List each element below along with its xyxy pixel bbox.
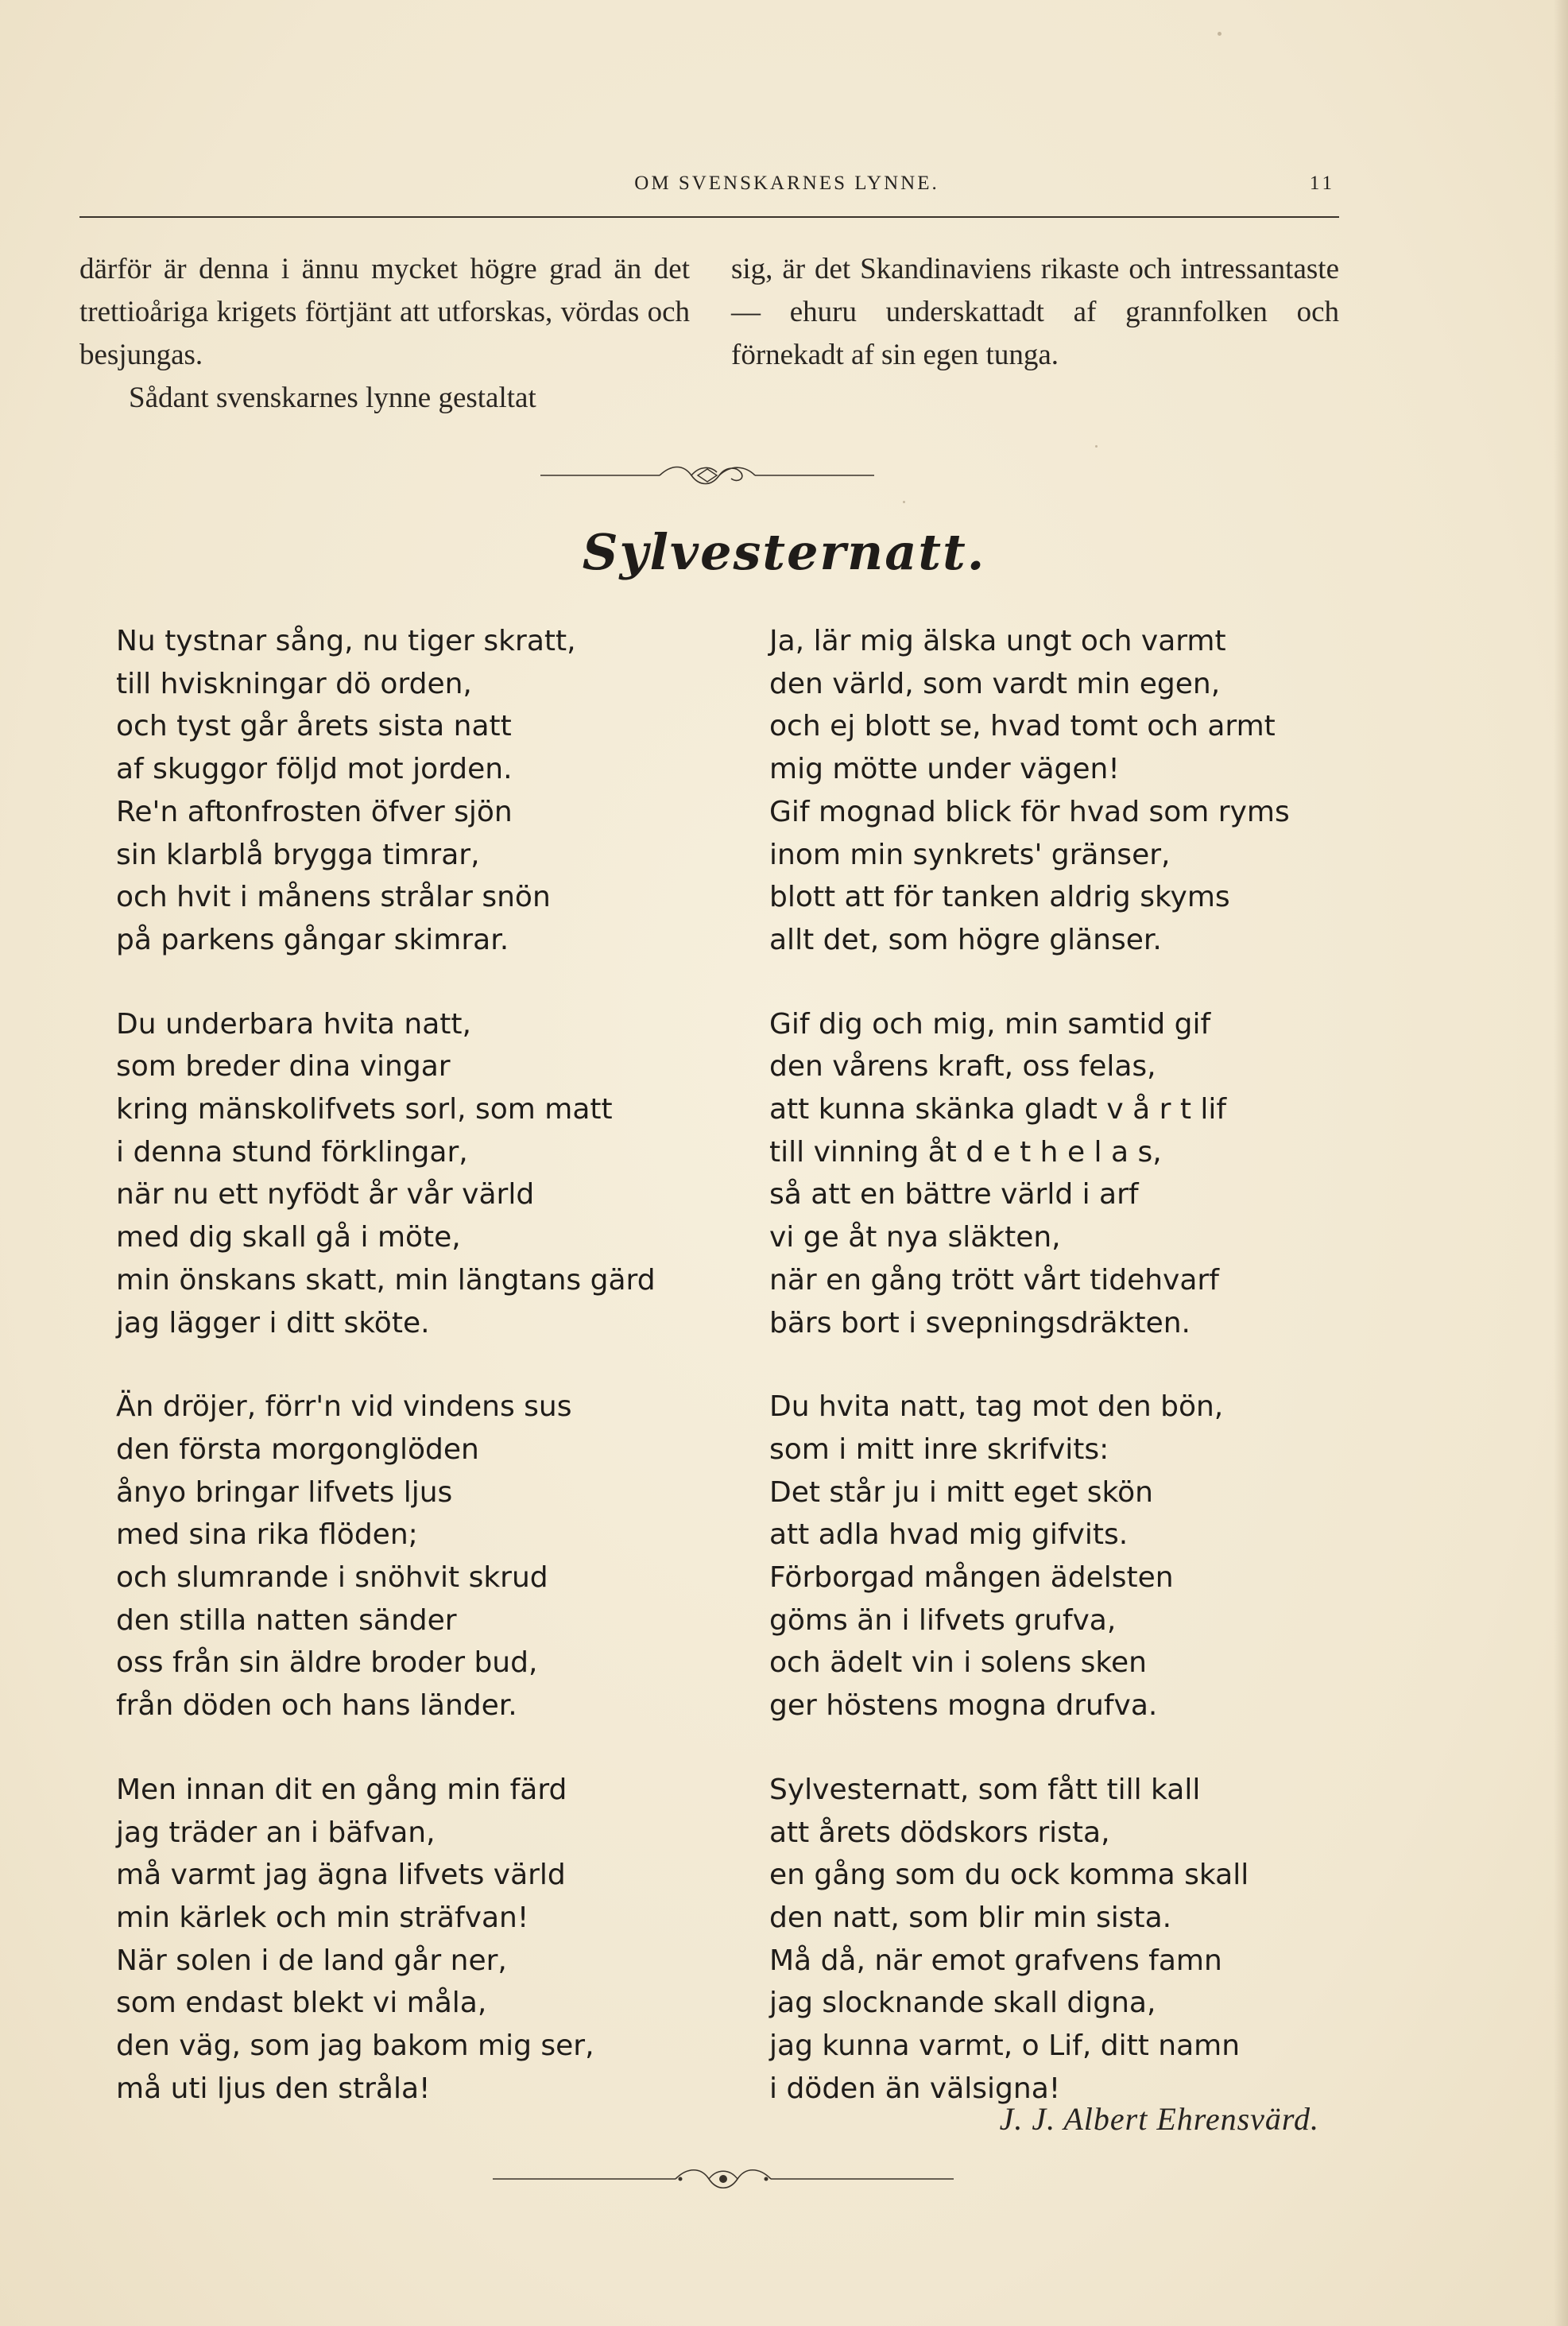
poem-line: Du hvita natt, tag mot den bön, xyxy=(769,1390,1224,1424)
poem-line: när en gång trött vårt tidehvarf xyxy=(769,1263,1219,1297)
poem-line: oss från sin äldre broder bud, xyxy=(116,1646,538,1680)
paper-speck xyxy=(1095,445,1098,448)
poem-line: den vårens kraft, oss felas, xyxy=(769,1050,1156,1084)
poem-line: Gif mognad blick för hvad som ryms xyxy=(769,795,1290,828)
poem-line: som i mitt inre skrifvits: xyxy=(769,1432,1109,1466)
prose-paragraph: därför är denna i ännu mycket högre grad än det trettioåriga krigets förtjänt att utforskas, vördas och besjungas. xyxy=(79,253,690,371)
poem-line: min önskans skatt, min längtans gärd xyxy=(116,1263,656,1297)
poem-line: den första morgonglöden xyxy=(116,1432,479,1466)
poem-line: en gång som du ock komma skall xyxy=(769,1859,1249,1892)
poem-line: den stilla natten sänder xyxy=(116,1603,457,1637)
poem-column-right xyxy=(769,620,1357,2152)
poem-line: i döden än välsigna! xyxy=(769,2072,1061,2105)
poem-line: att kunna skänka gladt v å r t lif xyxy=(769,1093,1227,1126)
stanza xyxy=(116,1386,704,1727)
poem-line: med dig skall gå i möte, xyxy=(116,1221,461,1254)
stanza xyxy=(116,1769,704,2111)
poem-line: jag träder an i bäfvan, xyxy=(116,1816,436,1849)
poem-line: inom min synkrets' gränser, xyxy=(769,838,1171,871)
poem-line: från döden och hans länder. xyxy=(116,1689,517,1723)
ornament-divider xyxy=(540,461,874,490)
poem-line: i denna stund förklingar, xyxy=(116,1135,468,1169)
poem-line: Det står ju i mitt eget skön xyxy=(769,1475,1153,1509)
poem-line: ger höstens mogna drufva. xyxy=(769,1689,1158,1723)
poem-line: bärs bort i svepningsdräkten. xyxy=(769,1306,1191,1339)
paper-speck xyxy=(903,501,905,503)
page-edge-shadow xyxy=(1554,0,1568,2326)
poem-line: min kärlek och min sträfvan! xyxy=(116,1901,529,1934)
poem-line: Re'n aftonfrosten öfver sjön xyxy=(116,795,513,828)
poem-line: göms än i lifvets grufva, xyxy=(769,1603,1117,1637)
poem-line: jag slocknande skall digna, xyxy=(769,1987,1156,2020)
poem-line: till hviskningar dö orden, xyxy=(116,667,472,700)
poem-line: kring mänskolifvets sorl, som matt xyxy=(116,1093,613,1126)
prose-column-right xyxy=(731,248,1339,377)
poem-line: När solen i de land går ner, xyxy=(116,1944,507,1977)
poem-column-left xyxy=(116,620,704,2152)
poem-line: Må då, när emot grafvens famn xyxy=(769,1944,1222,1977)
poem-line: Du underbara hvita natt, xyxy=(116,1007,471,1041)
running-title: OM SVENSKARNES LYNNE. xyxy=(634,173,939,194)
end-ornament xyxy=(493,2161,954,2197)
header-rule xyxy=(79,216,1339,218)
poem-line: jag lägger i ditt sköte. xyxy=(116,1306,430,1339)
stanza xyxy=(769,620,1357,962)
poem-line: på parkens gångar skimrar. xyxy=(116,923,509,956)
poem-line: och tyst går årets sista natt xyxy=(116,710,512,743)
prose-paragraph: sig, är det Skandinaviens rikaste och intressantaste — ehuru underskattadt af grannfolken och förnekadt af sin egen tunga. xyxy=(731,253,1339,371)
poem-line: Än dröjer, förr'n vid vindens sus xyxy=(116,1390,572,1424)
poem-line: den värld, som vardt min egen, xyxy=(769,667,1221,700)
poem-line: som endast blekt vi måla, xyxy=(116,1987,487,2020)
poem-line: och ej blott se, hvad tomt och armt xyxy=(769,710,1276,743)
poem-line: så att en bättre värld i arf xyxy=(769,1178,1139,1211)
poem-line: ånyo bringar lifvets ljus xyxy=(116,1475,453,1509)
stanza xyxy=(116,620,704,962)
poem-line: jag kunna varmt, o Lif, ditt namn xyxy=(769,2029,1241,2063)
poem-line: till vinning åt d e t h e l a s, xyxy=(769,1135,1162,1169)
poem-line: vi ge åt nya släkten, xyxy=(769,1221,1061,1254)
running-head xyxy=(79,173,1335,204)
stanza xyxy=(769,1769,1357,2111)
poem-line: den väg, som jag bakom mig ser, xyxy=(116,2029,594,2063)
poem-line: den natt, som blir min sista. xyxy=(769,1901,1172,1934)
paper-speck xyxy=(1218,32,1221,36)
poem-line: Gif dig och mig, min samtid gif xyxy=(769,1007,1211,1041)
poem-line: att adla hvad mig gifvits. xyxy=(769,1518,1129,1552)
stanza xyxy=(769,1386,1357,1727)
poem-line: som breder dina vingar xyxy=(116,1050,451,1084)
poem-line: må uti ljus den stråla! xyxy=(116,2072,431,2105)
poem-line: Men innan dit en gång min färd xyxy=(116,1773,567,1806)
poem-line: och slumrande i snöhvit skrud xyxy=(116,1561,548,1595)
author-signature: J. J. Albert Ehrensvärd. xyxy=(999,2101,1319,2137)
poem-line: af skuggor följd mot jorden. xyxy=(116,753,513,786)
poem-line: mig mötte under vägen! xyxy=(769,753,1120,786)
prose-paragraph: Sådant svenskarnes lynne gestaltat xyxy=(129,382,536,414)
poem-title: Sylvesternatt. xyxy=(582,523,986,581)
poem-line: när nu ett nyfödt år vår värld xyxy=(116,1178,535,1211)
poem-line: och ädelt vin i solens sken xyxy=(769,1646,1147,1680)
poem-line: allt det, som högre glänser. xyxy=(769,923,1162,956)
prose-column-left xyxy=(79,248,690,420)
poem-line: att årets dödskors rista, xyxy=(769,1816,1110,1849)
stanza xyxy=(116,1003,704,1345)
poem-line: Ja, lär mig älska ungt och varmt xyxy=(769,625,1226,657)
poem-line: med sina rika flöden; xyxy=(116,1518,418,1552)
poem-line: Nu tystnar sång, nu tiger skratt, xyxy=(116,625,576,657)
stanza xyxy=(769,1003,1357,1345)
poem-line: och hvit i månens strålar snön xyxy=(116,881,551,914)
poem-line: Sylvesternatt, som fått till kall xyxy=(769,1773,1201,1806)
poem-line: Förborgad mången ädelsten xyxy=(769,1561,1174,1595)
page-number: 11 xyxy=(1309,173,1335,194)
poem-line: sin klarblå brygga timrar, xyxy=(116,838,480,871)
poem-line: må varmt jag ägna lifvets värld xyxy=(116,1859,566,1892)
poem-line: blott att för tanken aldrig skyms xyxy=(769,881,1230,914)
